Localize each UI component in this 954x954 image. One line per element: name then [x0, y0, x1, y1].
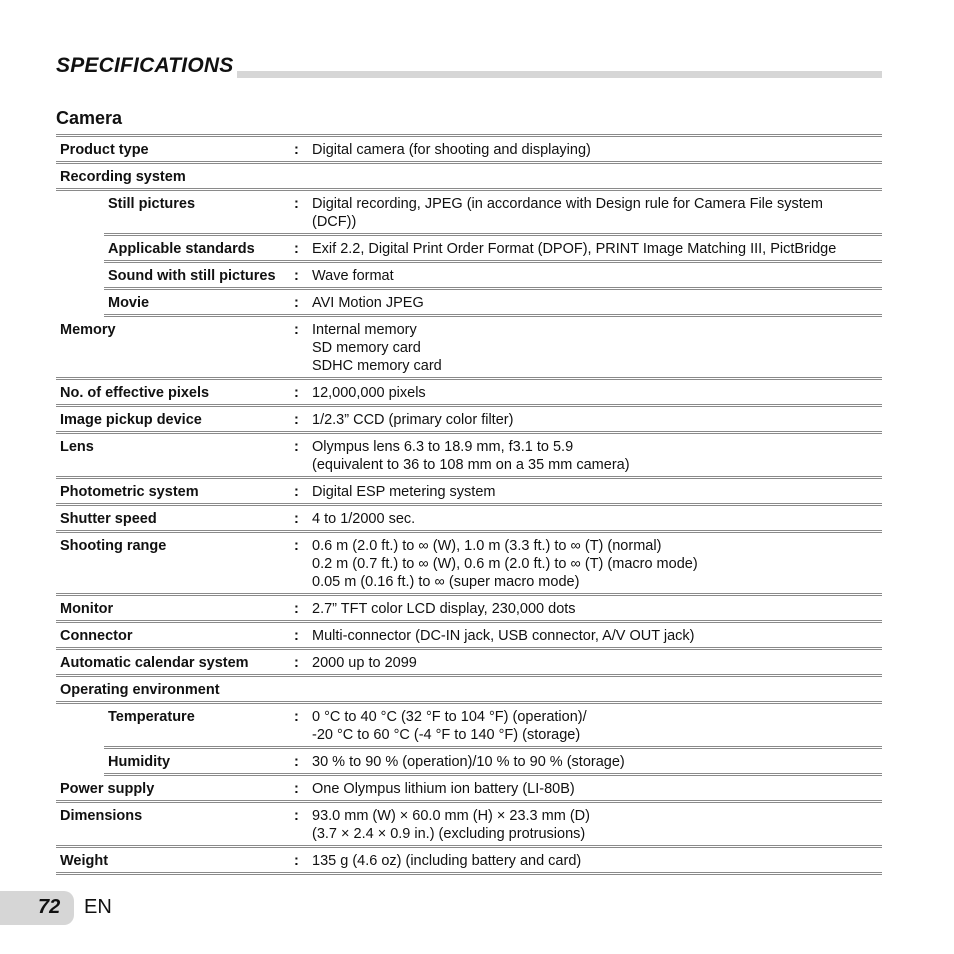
spec-value [310, 195, 882, 231]
spec-row [56, 506, 882, 533]
spec-row [104, 290, 882, 317]
spec-label: Recording system [60, 169, 186, 185]
spec-value [310, 483, 882, 501]
page-header [56, 54, 882, 80]
spec-value [310, 537, 882, 591]
spec-value [310, 267, 882, 285]
spec-value-line: 30 % to 90 % (operation)/10 % to 90 % (storage) [312, 754, 625, 770]
spec-value-line [312, 168, 882, 186]
spec-row [56, 533, 882, 596]
spec-value [310, 600, 882, 618]
spec-label: Shooting range [60, 538, 167, 554]
spec-value [310, 294, 882, 312]
spec-colon: : [294, 196, 299, 212]
spec-colon: : [294, 601, 299, 617]
spec-value [310, 240, 882, 258]
spec-value [310, 321, 882, 375]
spec-row [56, 407, 882, 434]
spec-value-line: 2000 up to 2099 [312, 655, 417, 671]
spec-colon: : [294, 538, 299, 554]
spec-label: Product type [60, 142, 149, 158]
spec-value-line [312, 681, 882, 699]
spec-value-line: 0.6 m (2.0 ft.) to ∞ (W), 1.0 m (3.3 ft.) to ∞ (T) (normal) [312, 538, 662, 554]
spec-colon: : [294, 385, 299, 401]
spec-colon: : [294, 268, 299, 284]
spec-row [56, 380, 882, 407]
spec-colon: : [294, 295, 299, 311]
spec-colon: : [294, 754, 299, 770]
spec-label: Memory [60, 322, 116, 338]
spec-label: Humidity [108, 754, 171, 770]
spec-colon: : [294, 781, 299, 797]
spec-colon: : [294, 322, 299, 338]
spec-colon: : [294, 808, 299, 824]
spec-value [310, 438, 882, 474]
spec-label: Connector [60, 628, 133, 644]
spec-label: Sound with still pictures [108, 268, 276, 284]
spec-value-line: Digital camera (for shooting and displaying) [312, 142, 591, 158]
spec-colon: : [294, 484, 299, 500]
spec-value-line: 0.05 m (0.16 ft.) to ∞ (super macro mode) [312, 574, 580, 590]
spec-value-line: One Olympus lithium ion battery (LI-80B) [312, 781, 575, 797]
spec-value-line: 1/2.3” CCD (primary color filter) [312, 412, 514, 428]
spec-value-line: SD memory card [312, 340, 421, 356]
spec-table [56, 134, 882, 875]
spec-value [310, 411, 882, 429]
spec-value-line: (equivalent to 36 to 108 mm on a 35 mm camera) [312, 457, 630, 473]
spec-label: Photometric system [60, 484, 199, 500]
spec-value-line: Internal memory [312, 322, 417, 338]
spec-value [310, 852, 882, 870]
spec-value-line: 12,000,000 pixels [312, 385, 426, 401]
spec-colon [294, 681, 310, 699]
spec-label: Power supply [60, 781, 155, 797]
spec-value-line: 93.0 mm (W) × 60.0 mm (H) × 23.3 mm (D) [312, 808, 590, 824]
spec-value [310, 708, 882, 744]
spec-colon: : [294, 628, 299, 644]
spec-value-line: 2.7” TFT color LCD display, 230,000 dots [312, 601, 576, 617]
spec-value-line: Olympus lens 6.3 to 18.9 mm, f3.1 to 5.9 [312, 439, 574, 455]
spec-value-line: 4 to 1/2000 sec. [312, 511, 416, 527]
spec-label: Applicable standards [108, 241, 255, 257]
spec-colon: : [294, 142, 299, 158]
spec-value-line: (3.7 × 2.4 × 0.9 in.) (excluding protrusions) [312, 826, 586, 842]
spec-label: Lens [60, 439, 94, 455]
spec-row [104, 263, 882, 290]
spec-colon [294, 168, 310, 186]
spec-row [56, 650, 882, 677]
spec-row [56, 848, 882, 875]
spec-row [56, 776, 882, 803]
spec-colon: : [294, 853, 299, 869]
spec-row [56, 623, 882, 650]
spec-label: Image pickup device [60, 412, 202, 428]
spec-value-line: Digital ESP metering system [312, 484, 496, 500]
spec-row [56, 434, 882, 479]
page-number: 72 [38, 896, 61, 918]
spec-row [104, 704, 882, 749]
spec-label: No. of effective pixels [60, 385, 210, 401]
spec-row [56, 137, 882, 164]
spec-value-line: Digital recording, JPEG (in accordance with Design rule for Camera File system [312, 196, 823, 212]
spec-colon: : [294, 439, 299, 455]
spec-value-line: 0 °C to 40 °C (32 °F to 104 °F) (operation)/ [312, 709, 587, 725]
spec-colon: : [294, 511, 299, 527]
spec-value [310, 384, 882, 402]
spec-value-line: 135 g (4.6 oz) (including battery and card) [312, 853, 582, 869]
spec-value-line: 0.2 m (0.7 ft.) to ∞ (W), 0.6 m (2.0 ft.) to ∞ (T) (macro mode) [312, 556, 698, 572]
spec-row [56, 803, 882, 848]
spec-label: Automatic calendar system [60, 655, 249, 671]
spec-value [310, 681, 882, 699]
spec-colon: : [294, 412, 299, 428]
spec-value [310, 510, 882, 528]
spec-row [56, 596, 882, 623]
spec-row [104, 236, 882, 263]
spec-value [310, 753, 882, 771]
spec-value-line: -20 °C to 60 °C (-4 °F to 140 °F) (storage) [312, 727, 581, 743]
spec-value [310, 780, 882, 798]
page-number-tab [0, 891, 74, 925]
spec-value [310, 807, 882, 843]
spec-colon: : [294, 241, 299, 257]
spec-label: Operating environment [60, 682, 220, 698]
spec-value-line: (DCF)) [312, 214, 357, 230]
spec-value-line: Exif 2.2, Digital Print Order Format (DPOF), PRINT Image Matching III, PictBridge [312, 241, 837, 257]
page-title: SPECIFICATIONS [56, 54, 237, 78]
spec-value-line: AVI Motion JPEG [312, 295, 424, 311]
spec-row [104, 191, 882, 236]
spec-value-line: Multi-connector (DC-IN jack, USB connector, A/V OUT jack) [312, 628, 695, 644]
spec-value-line: Wave format [312, 268, 394, 284]
spec-colon: : [294, 655, 299, 671]
spec-label: Movie [108, 295, 150, 311]
spec-value-line: SDHC memory card [312, 358, 442, 374]
spec-value [310, 654, 882, 672]
section-title: Camera [56, 108, 123, 128]
spec-label: Monitor [60, 601, 114, 617]
spec-row [104, 749, 882, 776]
spec-label: Weight [60, 853, 109, 869]
spec-value [310, 168, 882, 186]
spec-row [56, 479, 882, 506]
spec-label: Shutter speed [60, 511, 157, 527]
language-code: EN [84, 896, 112, 918]
spec-colon: : [294, 709, 299, 725]
spec-label: Still pictures [108, 196, 196, 212]
spec-row [56, 677, 882, 704]
spec-row [56, 317, 882, 380]
spec-label: Dimensions [60, 808, 143, 824]
spec-label: Temperature [108, 709, 195, 725]
spec-row [56, 164, 882, 191]
spec-value [310, 627, 882, 645]
spec-value [310, 141, 882, 159]
